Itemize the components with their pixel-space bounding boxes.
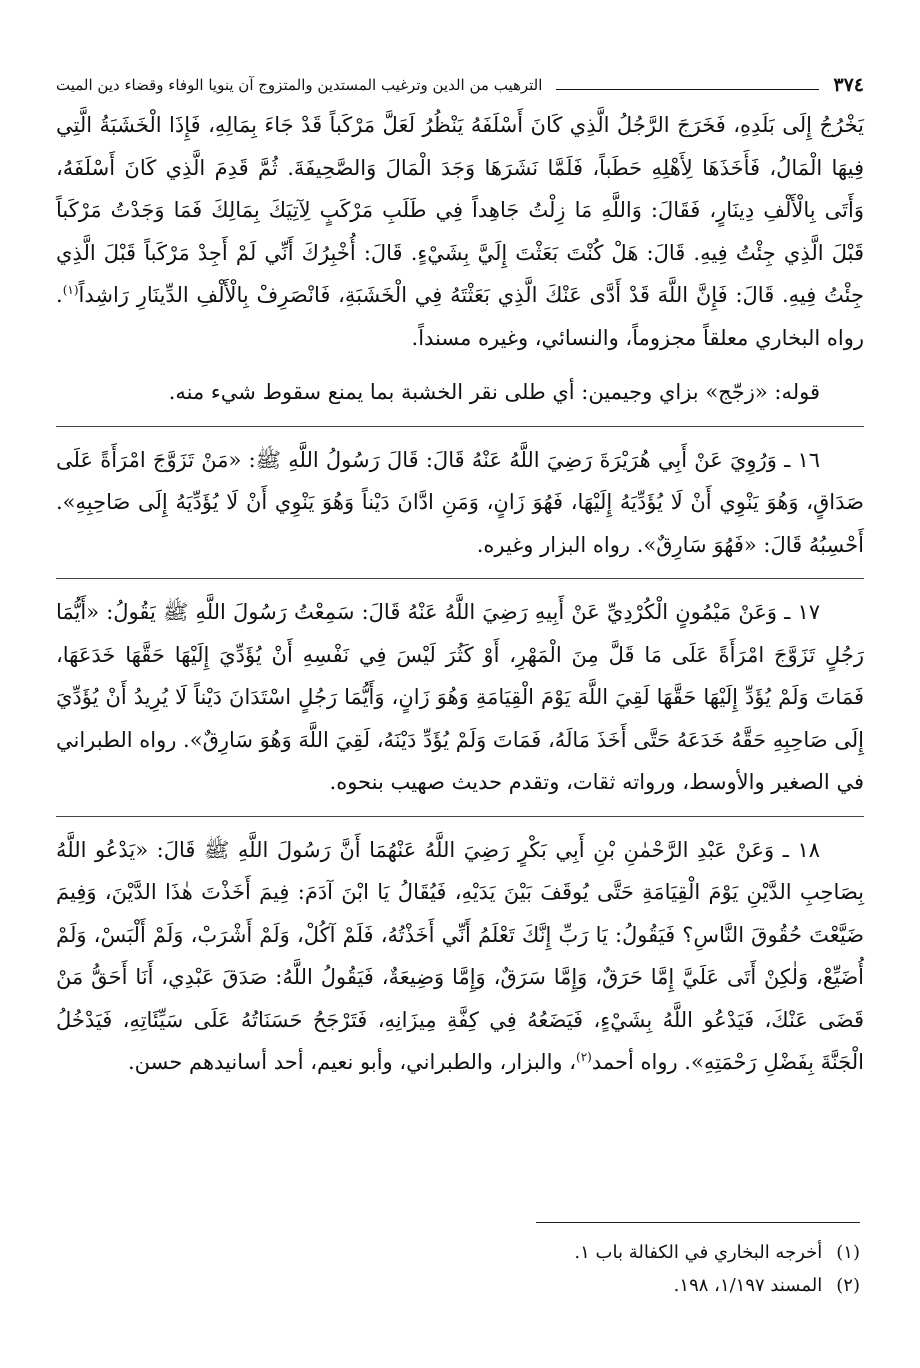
running-title: الترهيب من الدين وترغيب المستدين والمتزوج آن ينويا الوفاء وقضاء دين الميت [56, 76, 543, 94]
paragraph-source: . رواه البخاري معلقاً مجزوماً، والنسائي، وغيره مسنداً. [56, 283, 864, 350]
footnote-ref-2: (٢) [576, 1050, 592, 1064]
page-number: ٣٧٤ [833, 74, 864, 96]
paragraph-hadith-15-end [56, 104, 864, 359]
footnote [56, 1236, 860, 1269]
page-header [56, 62, 864, 96]
footnote-ref-1: (١) [62, 283, 79, 297]
footnotes [56, 1236, 860, 1302]
paragraph-source: ، والبزار، والطبراني، وأبو نعيم، أحد أسانيدهم حسن. [127, 1050, 577, 1074]
footnote-text: أخرجه البخاري في الكفالة باب ١. [574, 1242, 823, 1263]
paragraph-text: ١٨ ـ وَعَنْ عَبْدِ الرَّحْمٰنِ بْنِ أَبِي بَكْرٍ رَضِيَ اللَّهُ عَنْهُمَا أَنَّ رَسُولَ اللَّهِ ﷺ قَالَ: «يَدْعُو اللَّهُ بِصَاحِبِ الدَّيْنِ يَوْمَ الْقِيَامَةِ حَتَّى يُوقَفَ بَيْنَ يَدَيْهِ، فَيُقَالُ يَا ابْنَ آدَمَ: فِيمَ أَخَذْتَ هٰذَا الدَّيْنَ، وَفِيمَ ضَيَّعْتَ حُقُوقَ النَّاسِ؟ فَيَقُولُ: يَا رَبِّ إِنَّكَ تَعْلَمُ أَنِّي أَخَذْتُهُ، فَلَمْ آكُلْ، وَلَمْ أَشْرَبْ، وَلَمْ أَلْبَسْ، وَلَمْ أُضَيِّعْ، وَلٰكِنْ أَتَى عَلَيَّ إِمَّا حَرَقٌ، وَإِمَّا سَرَقٌ، وَإِمَّا وَضِيعَةٌ، فَيَقُولُ اللَّهُ: صَدَقَ عَبْدِي، أَنَا أَحَقُّ مَنْ قَضَى عَنْكَ، فَيَدْعُو اللَّهُ بِشَيْءٍ، فَيَضَعُهُ فِي كِفَّةِ مِيزَانِهِ، فَتَرْجَحُ حَسَنَاتُهُ عَلَى سَيِّئَاتِهِ، فَيَدْخُلُ الْجَنَّةَ بِفَضْلِ رَحْمَتِهِ». رواه أحمد [56, 837, 864, 1074]
paragraph-hadith-17: ١٧ ـ وَعَنْ مَيْمُونٍ الْكُرْدِيِّ عَنْ أَبِيهِ رَضِيَ اللَّهُ عَنْهُ قَالَ: سَمِعْتُ رَسُولَ اللَّهِ ﷺ يَقُولُ: «أَيُّمَا رَجُلٍ تَزَوَّجَ امْرَأَةً عَلَى مَا قَلَّ مِنَ الْمَهْرِ، أَوْ كَثُرَ لَيْسَ فِي نَفْسِهِ أَنْ يُؤَدِّيَ إِلَيْهَا حَقَّهَا خَدَعَهَا، فَمَاتَ وَلَمْ يُؤَدِّ إِلَيْهَا حَقَّهَا لَقِيَ اللَّهَ يَوْمَ الْقِيَامَةِ وَهُوَ زَانٍ، وَأَيُّمَا رَجُلٍ اسْتَدَانَ دَيْناً لَا يُرِيدُ أَنْ يُؤَدِّيَ إِلَى صَاحِبِهِ حَقَّهُ خَدَعَهُ حَتَّى أَخَذَ مَالَهُ، فَمَاتَ وَلَمْ يُؤَدِّ دَيْنَهُ، لَقِيَ اللَّهَ وَهُوَ سَارِقٌ». رواه الطبراني في الصغير والأوسط، ورواته ثقات، وتقدم حديث صهيب بنحوه. [56, 600, 864, 794]
paragraph-gloss: قوله: «زجّج» بزاي وجيمين: أي طلى نقر الخشبة بما يمنع سقوط شيء منه. [168, 380, 820, 404]
footnote-rule [536, 1222, 860, 1223]
footnote [56, 1269, 860, 1302]
footnote-number: (١) [836, 1242, 860, 1263]
footnote-text: المسند ١/١٩٧، ١٩٨. [673, 1275, 823, 1296]
paragraph-text: يَخْرُجُ إِلَى بَلَدِهِ، فَخَرَجَ الرَّجُلُ الَّذِي كَانَ أَسْلَفَهُ يَنْظُرُ لَعَلَّ مَرْكَباً قَدْ جَاءَ بِمَالِهِ، فَإِذَا الْخَشَبَةُ الَّتِي فِيهَا الْمَالُ، فَأَخَذَهَا لِأَهْلِهِ حَطَباً، فَلَمَّا نَشَرَهَا وَجَدَ الْمَالَ وَالصَّحِيفَةَ. ثُمَّ قَدِمَ الَّذِي كَانَ أَسْلَفَهُ، وَأَتَى بِالْأَلْفِ دِينَارٍ، فَقَالَ: وَاللَّهِ مَا زِلْتُ جَاهِداً فِي طَلَبِ مَرْكَبٍ لِآتِيَكَ بِمَالِكَ فَمَا وَجَدْتُ مَرْكَباً قَبْلَ الَّذِي جِئْتُ فِيهِ. قَالَ: هَلْ كُنْتَ بَعَثْتَ إِلَيَّ بِشَيْءٍ. قَالَ: أُخْبِرُكَ أَنِّي لَمْ أَجِدْ مَرْكَباً قَبْلَ الَّذِي جِئْتُ فِيهِ. قَالَ: فَإِنَّ اللَّهَ قَدْ أَدَّى عَنْكَ الَّذِي بَعَثْتَهُ فِي الْخَشَبَةِ، فَانْصَرِفْ بِالْأَلْفِ الدِّينَارِ رَاشِداً [56, 113, 864, 307]
header-rule [556, 89, 819, 90]
main-text [56, 104, 864, 1084]
paragraph-hadith-18 [56, 829, 864, 1084]
footnote-number: (٢) [836, 1275, 860, 1296]
paragraph-hadith-16: ١٦ ـ وَرُوِيَ عَنْ أَبِي هُرَيْرَةَ رَضِيَ اللَّهُ عَنْهُ قَالَ: قَالَ رَسُولُ اللَّهِ ﷺ: «مَنْ تَزَوَّجَ امْرَأَةً عَلَى صَدَاقٍ، وَهُوَ يَنْوِي أَنْ لَا يُؤَدِّيَهُ إِلَيْهَا، فَهُوَ زَانٍ، وَمَنِ ادَّانَ دَيْناً وَهُوَ يَنْوِي أَنْ لَا يُؤَدِّيَهُ إِلَى صَاحِبِهِ». أَحْسِبُهُ قَالَ: «فَهُوَ سَارِقٌ». رواه البزار وغيره. [56, 447, 864, 557]
